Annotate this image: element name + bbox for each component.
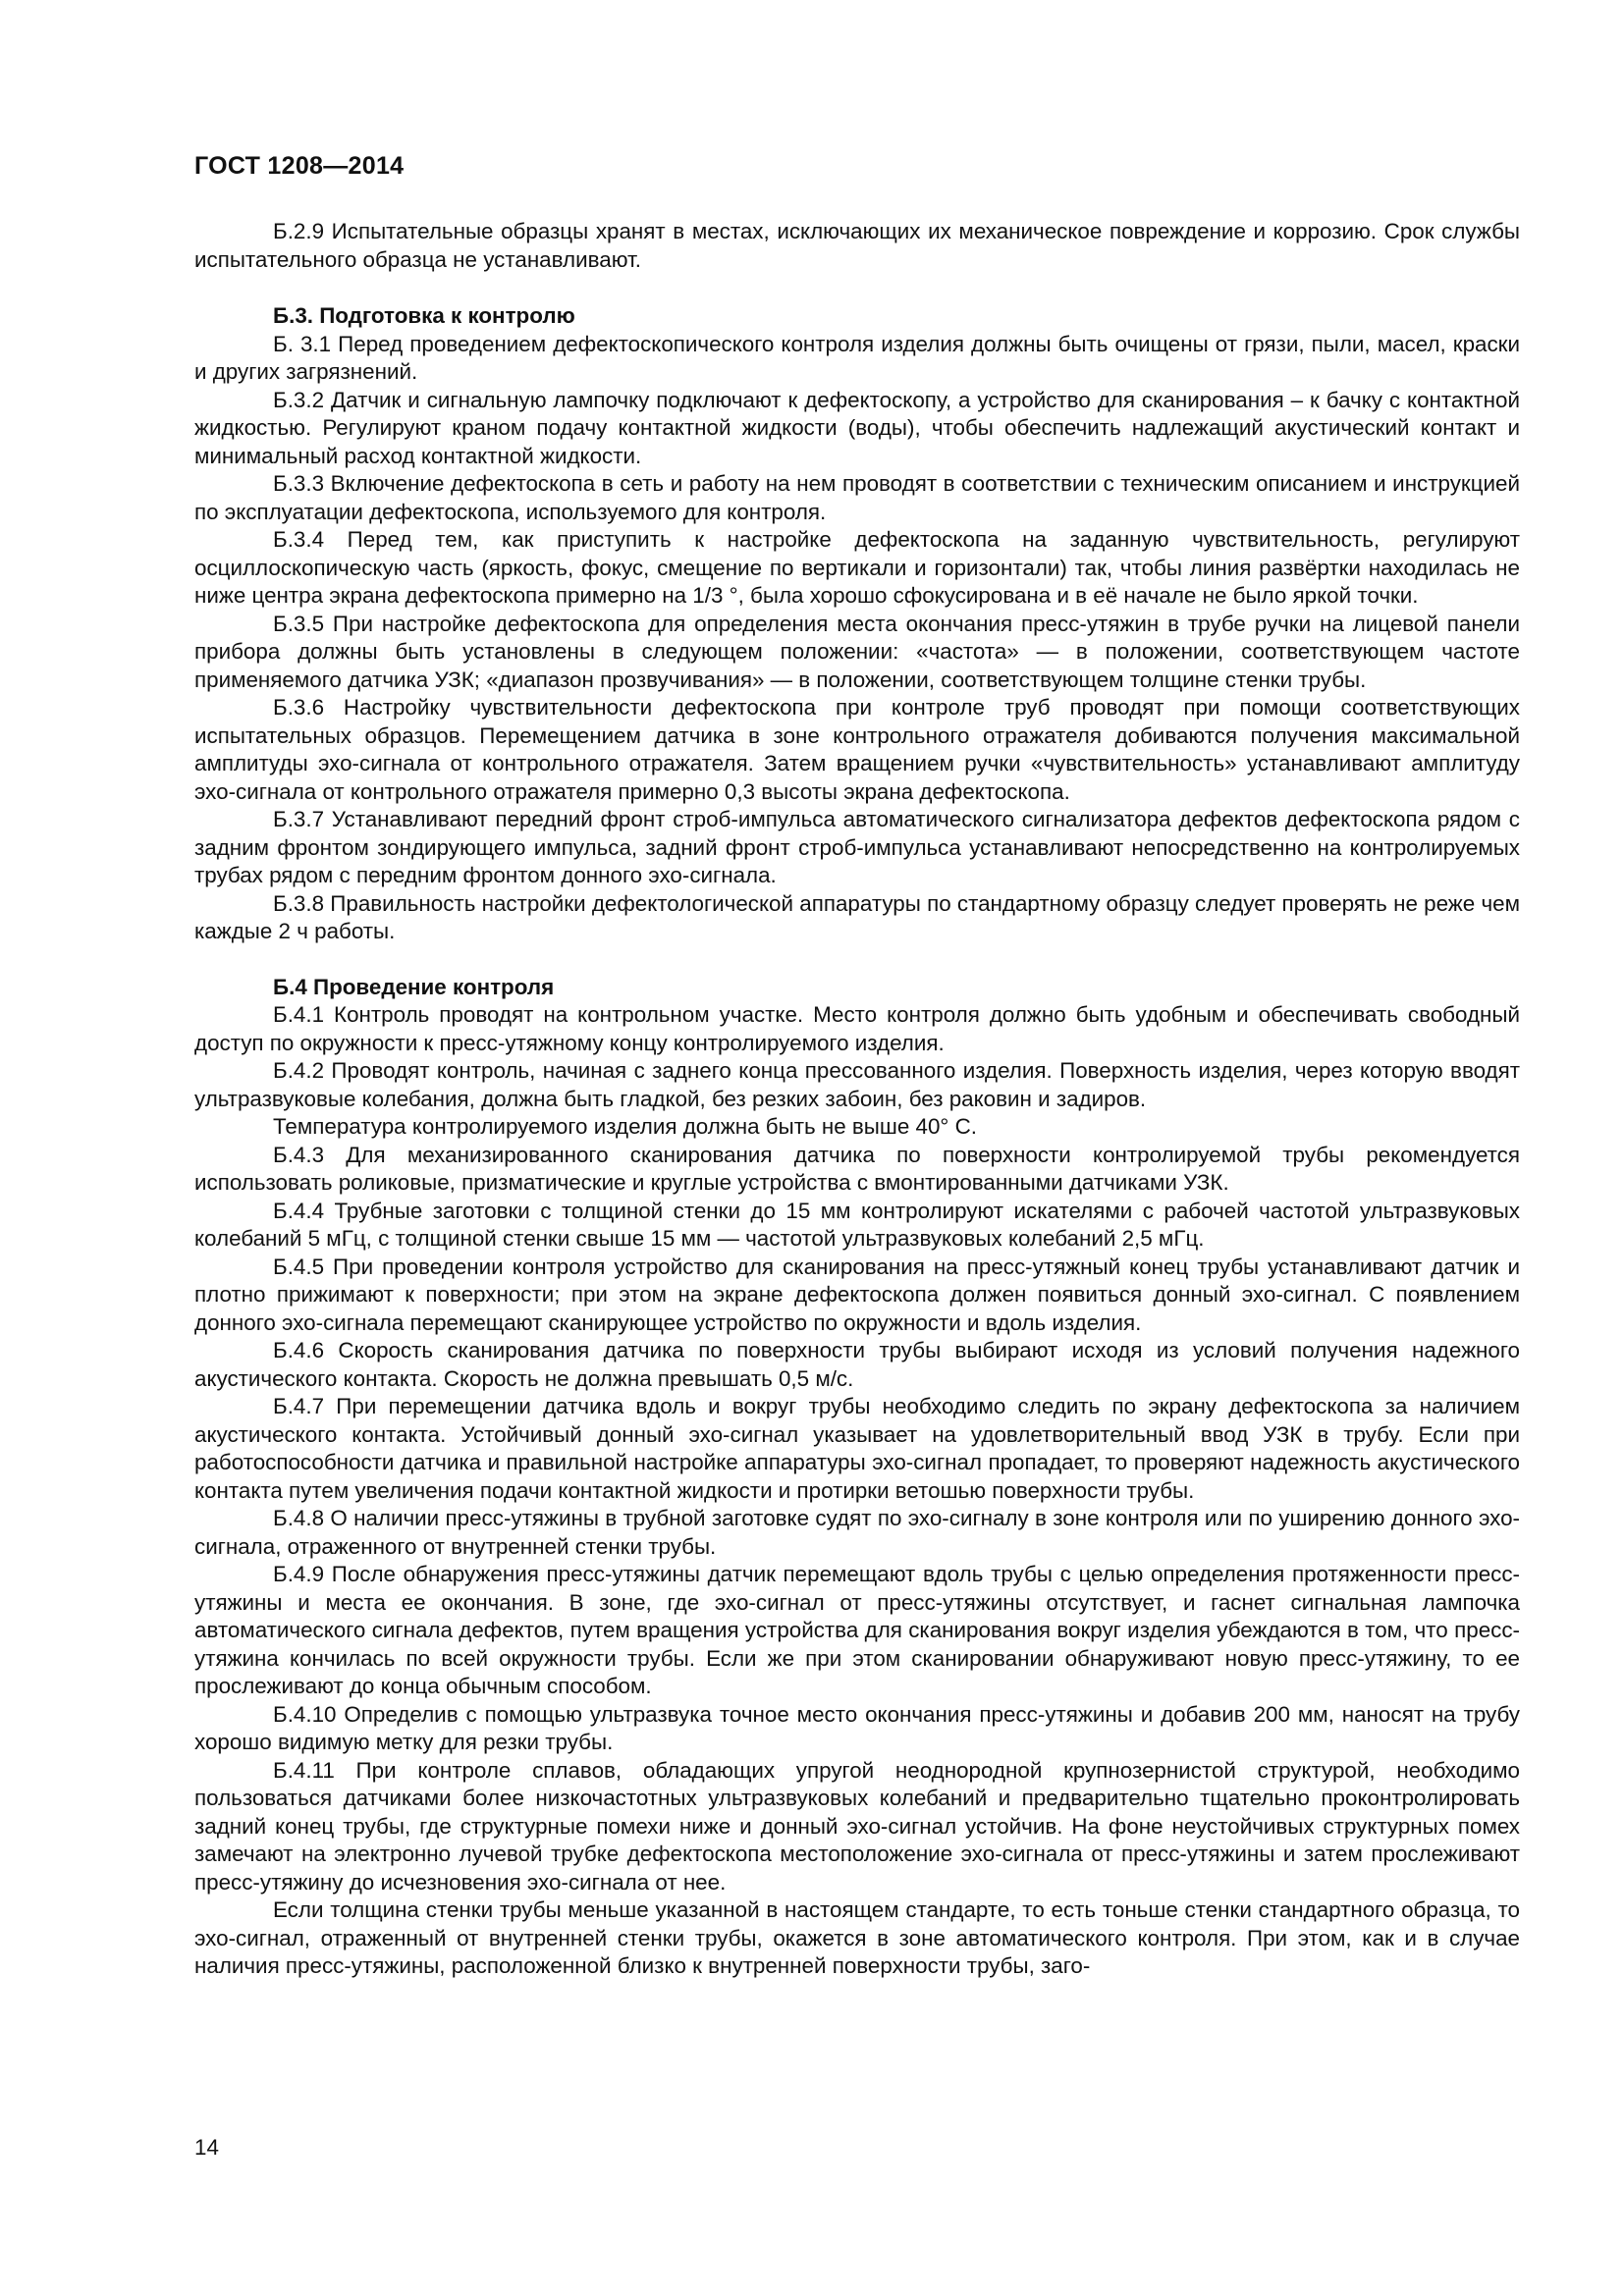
paragraph-b4-7: Б.4.7 При перемещении датчика вдоль и вокруг трубы необходимо следить по экрану дефектоскопа за наличием акустического контакта. Устойчивый донный эхо-сигнал указывает на удовлетворительный ввод УЗК в трубу. Если при работоспособности датчика и правильной настройке аппаратуры эхо-сигнал пропадает, то проверяют надежность акустического контакта путем увеличения подачи контактной жидкости и протирки ветошью поверхности трубы. (194, 1394, 1520, 1503)
paragraph-b4-5: Б.4.5 При проведении контроля устройство для сканирования на пресс-утяжный конец трубы устанавливают датчик и плотно прижимают к поверхности; при этом на экране дефектоскопа должен появиться донный эхо-сигнал. С появлением донного эхо-сигнала перемещают сканирующее устройство по окружности и вдоль изделия. (194, 1254, 1520, 1335)
page-number: 14 (194, 2135, 219, 2160)
paragraph-b4-4: Б.4.4 Трубные заготовки с толщиной стенки до 15 мм контролируют искателями с рабочей частотой ультразвуковых колебаний 5 мГц, с толщиной стенки свыше 15 мм — частотой ультразвуковых колебаний 2,5 мГц. (194, 1198, 1520, 1251)
paragraph-b4-8: Б.4.8 О наличии пресс-утяжины в трубной заготовке судят по эхо-сигналу в зоне контроля или по уширению донного эхо-сигнала, отраженного от внутренней стенки трубы. (194, 1506, 1520, 1559)
paragraph-b3-3: Б.3.3 Включение дефектоскопа в сеть и работу на нем проводят в соответствии с техническим описанием и инструкцией по эксплуатации дефектоскопа, используемого для контроля. (194, 471, 1520, 524)
paragraph-b3-2: Б.3.2 Датчик и сигнальную лампочку подключают к дефектоскопу, а устройство для сканирования – к бачку с контактной жидкостью. Регулируют краном подачу контактной жидкости (воды), чтобы обеспечить надлежащий акустический контакт и минимальный расход контактной жидкости. (194, 387, 1520, 468)
document-body (194, 218, 1520, 1981)
paragraph-b3-8: Б.3.8 Правильность настройки дефектологической аппаратуры по стандартному образцу следует проверять не реже чем каждые 2 ч работы. (194, 890, 1520, 943)
paragraph-b4-3: Б.4.3 Для механизированного сканирования датчика по поверхности контролируемой трубы рекомендуется использовать роликовые, призматические и круглые устройства с вмонтированными датчиками УЗК. (194, 1142, 1520, 1195)
paragraph-b4-9: Б.4.9 После обнаружения пресс-утяжины датчик перемещают вдоль трубы с целью определения протяженности пресс-утяжины и места ее окончания. В зоне, где эхо-сигнал от пресс-утяжины отсутствует, и гаснет сигнальная лампочка автоматического сигнала дефектов, путем вращения устройства для сканирования вокруг изделия убеждаются в том, что пресс-утяжина кончилась по всей окружности трубы. Если же при этом сканировании обнаруживают новую пресс-утяжину, то ее прослеживают до конца обычным способом. (194, 1562, 1520, 1698)
paragraph-b4-6: Б.4.6 Скорость сканирования датчика по поверхности трубы выбирают исходя из условий получения надежного акустического контакта. Скорость не должна превышать 0,5 м/с. (194, 1338, 1520, 1391)
paragraph-b2-9: Б.2.9 Испытательные образцы хранят в местах, исключающих их механическое повреждение и коррозию. Срок службы испытательного образца не устанавливают. (194, 219, 1520, 272)
paragraph-wall-thickness: Если толщина стенки трубы меньше указанной в настоящем стандарте, то есть тоньше стенки стандартного образца, то эхо-сигнал, отраженный от внутренней стенки трубы, окажется в зоне автоматического контроля. При этом, как и в случае наличия пресс-утяжины, расположенной близко к внутренней поверхности трубы, заго- (194, 1897, 1520, 1978)
section-heading-b3: Б.3. Подготовка к контролю (273, 303, 575, 328)
paragraph-b4-2: Б.4.2 Проводят контроль, начиная с заднего конца прессованного изделия. Поверхность изделия, через которую вводят ультразвуковые колебания, должна быть гладкой, без резких забоин, без раковин и задиров. (194, 1058, 1520, 1111)
paragraph-b4-1: Б.4.1 Контроль проводят на контрольном участке. Место контроля должно быть удобным и обеспечивать свободный доступ по окружности к пресс-утяжному концу контролируемого изделия. (194, 1002, 1520, 1055)
section-heading-b4: Б.4 Проведение контроля (273, 974, 555, 999)
document-code: ГОСТ 1208—2014 (194, 152, 405, 180)
paragraph-b4-11: Б.4.11 При контроле сплавов, обладающих упругой неоднородной крупнозернистой структурой, необходимо пользоваться датчиками более низкочастотных ультразвуковых колебаний и предварительно тщательно проконтролировать задний конец трубы, где структурные помехи ниже и донный эхо-сигнал устойчив. На фоне неустойчивых структурных помех замечают на электронно лучевой трубке дефектоскопа местоположение эхо-сигнала от пресс-утяжины и затем прослеживают пресс-утяжину до исчезновения эхо-сигнала от нее. (194, 1757, 1520, 1895)
paragraph-b4-10: Б.4.10 Определив с помощью ультразвука точное место окончания пресс-утяжины и добавив 200 мм, наносят на трубу хорошо видимую метку для резки трубы. (194, 1701, 1520, 1754)
paragraph-b3-7: Б.3.7 Устанавливают передний фронт строб-импульса автоматического сигнализатора дефектов дефектоскопа рядом с задним фронтом зондирующего импульса, задний фронт строб-импульса устанавливают непосредственно на контролируемых трубах рядом с передним фронтом донного эхо-сигнала. (194, 807, 1520, 887)
paragraph-b4-2-temperature: Температура контролируемого изделия должна быть не выше 40° С. (273, 1114, 978, 1139)
paragraph-b3-6: Б.3.6 Настройку чувствительности дефектоскопа при контроле труб проводят при помощи соответствующих испытательных образцов. Перемещением датчика в зоне контрольного отражателя добиваются получения максимальной амплитуды эхо-сигнала от контрольного отражателя. Затем вращением ручки «чувствительность» устанавливают амплитуду эхо-сигнала от контрольного отражателя примерно 0,3 высоты экрана дефектоскопа. (194, 695, 1520, 804)
paragraph-b3-1: Б. 3.1 Перед проведением дефектоскопического контроля изделия должны быть очищены от грязи, пыли, масел, краски и других загрязнений. (194, 331, 1520, 384)
paragraph-b3-5: Б.3.5 При настройке дефектоскопа для определения места окончания пресс-утяжин в трубе ручки на лицевой панели прибора должны быть установлены в следующем положении: «частота» — в положении, соответствующем частоте применяемого датчика УЗК; «диапазон прозвучивания» — в положении, соответствующем толщине стенки трубы. (194, 611, 1520, 692)
paragraph-b3-4: Б.3.4 Перед тем, как приступить к настройке дефектоскопа на заданную чувствительность, регулируют осциллоскопическую часть (яркость, фокус, смещение по вертикали и горизонтали) так, чтобы линия развёртки находилась не ниже центра экрана дефектоскопа примерно на 1/3 °, была хорошо сфокусирована и в её начале не было яркой точки. (194, 527, 1520, 608)
